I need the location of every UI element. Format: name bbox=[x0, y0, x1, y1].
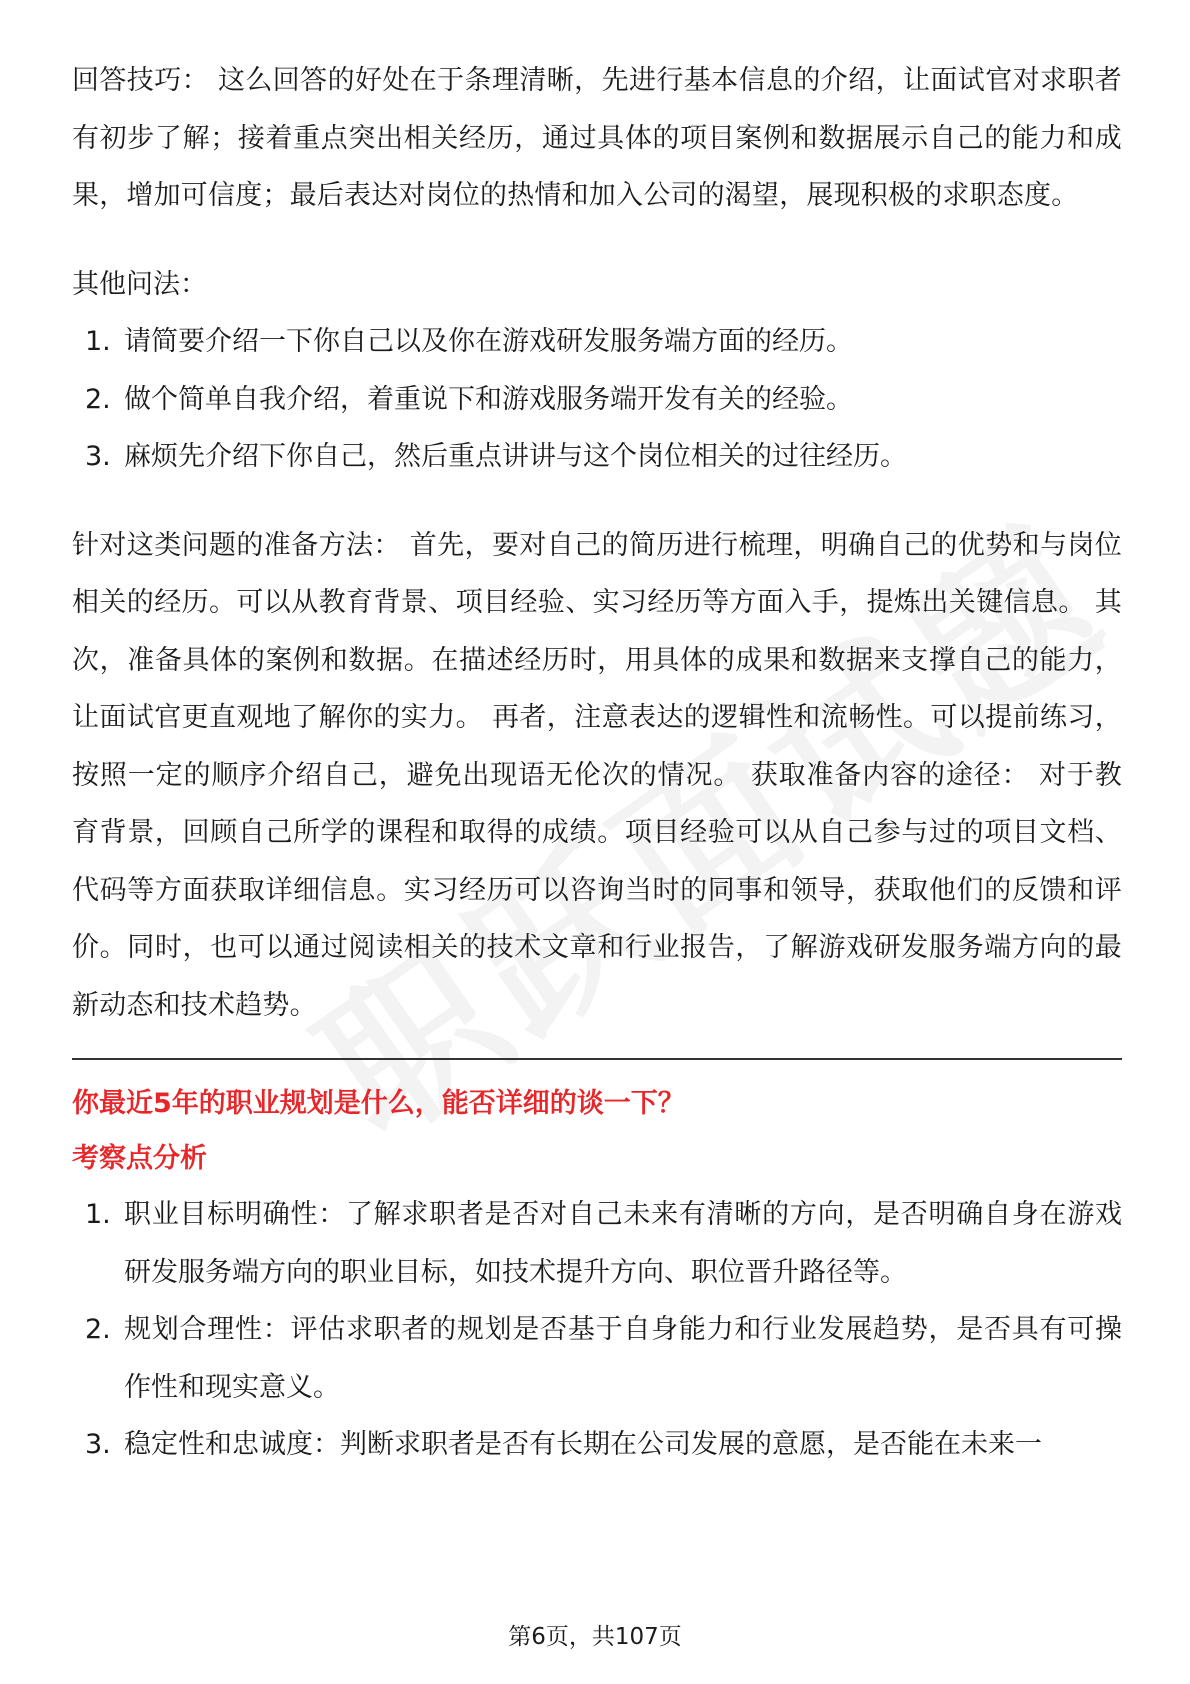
list-number: 3. bbox=[85, 1429, 111, 1460]
list-number: 1. bbox=[85, 1199, 111, 1230]
analysis-heading: 考察点分析 bbox=[72, 1143, 207, 1174]
list-item-text: 请简要介绍一下你自己以及你在游戏研发服务端方面的经历。 bbox=[124, 326, 853, 357]
question-title: 你最近5年的职业规划是什么，能否详细的谈一下？ bbox=[72, 1088, 685, 1119]
alternative-questions-list bbox=[72, 313, 1122, 486]
list-item bbox=[72, 1186, 1122, 1301]
list-item-text: 稳定性和忠诚度：判断求职者是否有长期在公司发展的意愿，是否能在未来一 bbox=[124, 1429, 1042, 1460]
list-item-text: 职业目标明确性：了解求职者是否对自己未来有清晰的方向，是否明确自身在游戏研发服务端方向的职业目标，如技术提升方向、职位晋升路径等。 bbox=[124, 1199, 1122, 1288]
list-item bbox=[72, 428, 1122, 486]
list-item bbox=[72, 1301, 1122, 1416]
preparation-paragraph: 针对这类问题的准备方法： 首先，要对自己的简历进行梳理，明确自己的优势和与岗位相关的经历。可以从教育背景、项目经验、实习经历等方面入手，提炼出关键信息。 其次，准备具体的案例和数据。在描述经历时，用具体的成果和数据来支撑自己的能力，让面试官更直观地了解你的实力。 再者，注意表达的逻辑性和流畅性。可以提前练习，按照一定的顺序介绍自己，避免出现语无伦次的情况。 获取准备内容的途径： 对于教育背景，回顾自己所学的课程和取得的成绩。项目经验可以从自己参与过的项目文档、代码等方面获取详细信息。实习经历可以咨询当时的同事和领导，获取他们的反馈和评价。同时，也可以通过阅读相关的技术文章和行业报告，了解游戏研发服务端方向的最新动态和技术趋势。 bbox=[72, 529, 1122, 1021]
list-number: 3. bbox=[85, 441, 111, 472]
section-divider bbox=[72, 1058, 1122, 1060]
page-number-footer: 第6页，共107页 bbox=[508, 1624, 682, 1650]
list-item-text: 做个简单自我介绍，着重说下和游戏服务端开发有关的经验。 bbox=[124, 383, 853, 415]
list-item bbox=[72, 1416, 1122, 1474]
alternative-questions-label: 其他问法： bbox=[72, 268, 207, 300]
list-number: 2. bbox=[85, 1314, 111, 1345]
list-item bbox=[72, 313, 1122, 371]
list-number: 1. bbox=[85, 326, 111, 357]
answer-tip-paragraph: 回答技巧： 这么回答的好处在于条理清晰，先进行基本信息的介绍，让面试官对求职者有初步了解；接着重点突出相关经历，通过具体的项目案例和数据展示自己的能力和成果，增加可信度；最后表达对岗位的热情和加入公司的渴望，展现积极的求职态度。 bbox=[72, 65, 1122, 211]
list-number: 2. bbox=[85, 383, 111, 415]
document-page bbox=[72, 52, 1122, 1474]
list-item bbox=[72, 371, 1122, 429]
list-item-text: 规划合理性：评估求职者的规划是否基于自身能力和行业发展趋势，是否具有可操作性和现实意义。 bbox=[124, 1314, 1122, 1403]
analysis-points-list bbox=[72, 1186, 1122, 1474]
list-item-text: 麻烦先介绍下你自己，然后重点讲讲与这个岗位相关的过往经历。 bbox=[124, 441, 907, 472]
